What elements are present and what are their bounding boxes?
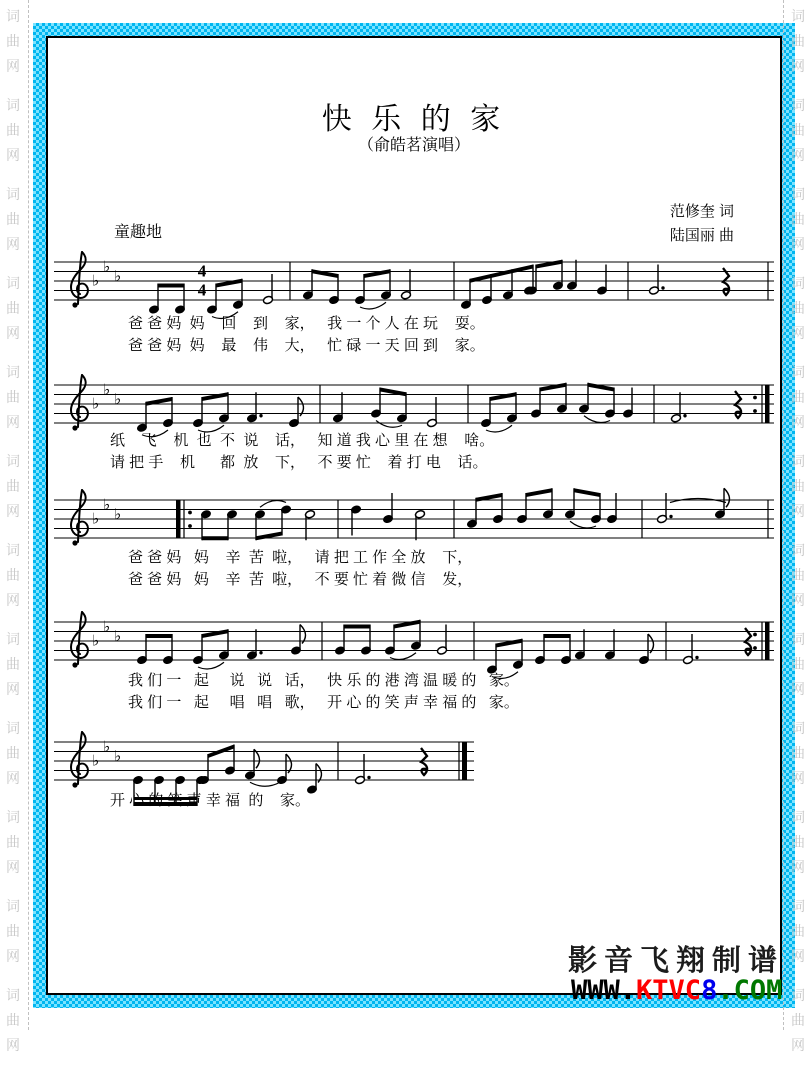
seal-script-logo: 影音飞翔制谱 [568, 943, 785, 977]
lyrics-line: 爸 爸 妈 妈 最 伟 大， 忙 碌 一 天 回 到 家。 [128, 337, 485, 354]
svg-text:♭: ♭ [92, 509, 100, 528]
url-com: .COM [717, 975, 783, 1006]
tempo-marking: 童趣地 [114, 224, 163, 241]
svg-text:♭: ♭ [114, 266, 122, 285]
lyrics-line: 纸 飞 机 也 不 说 话， 知 道 我 心 里 在 想 啥。 [110, 432, 495, 449]
svg-text:♭: ♭ [114, 626, 122, 645]
website-url-link[interactable] [571, 975, 782, 1006]
composer-credit: 陆国丽 曲 [669, 227, 734, 244]
url-ktvc: KTVC [636, 975, 702, 1006]
lyrics-line: 我 们 一 起 唱 唱 歌， 开 心 的 笑 声 幸 福 的 家。 [128, 694, 519, 711]
url-8: 8 [701, 975, 718, 1006]
url-www: WWW. [571, 975, 637, 1006]
lyrics-line: 爸 爸 妈 妈 辛 苦 啦， 不 要 忙 着 微 信 发， [128, 571, 473, 588]
svg-text:♭: ♭ [103, 380, 111, 399]
svg-text:4: 4 [197, 280, 207, 300]
performer-subtitle: （俞皓茗演唱） [357, 137, 470, 154]
watermark-left: 词 曲 网 词 曲 网 词 曲 网 词 曲 网 词 曲 网 词 曲 网 词 曲 网 词 曲 网 词 曲 网 词 曲 网 词 曲 网 词 曲 网 [6, 8, 20, 1053]
svg-text:♭: ♭ [103, 617, 111, 636]
svg-text:♭: ♭ [92, 631, 100, 650]
right-dashed-line [783, 0, 784, 1030]
lyrics-line: 我 们 一 起 说 说 话， 快 乐 的 港 湾 温 暖 的 家。 [128, 672, 519, 689]
watermark-right: 词 曲 网 词 曲 网 词 曲 网 词 曲 网 词 曲 网 词 曲 网 词 曲 网 词 曲 网 词 曲 网 词 曲 网 词 曲 网 词 曲 网 [791, 8, 805, 1053]
svg-text:♭: ♭ [103, 257, 111, 276]
lyrics-line: 爸 爸 妈 妈 回 到 家， 我 一 个 人 在 玩 耍。 [128, 315, 485, 332]
credits [670, 200, 734, 248]
lyricist-credit: 范修奎 词 [669, 203, 734, 220]
svg-text:♭: ♭ [92, 751, 100, 770]
svg-text:♭: ♭ [114, 746, 122, 765]
svg-text:♭: ♭ [114, 504, 122, 523]
svg-text:4: 4 [197, 261, 207, 281]
song-title: 快 乐 的 家 [321, 103, 507, 136]
svg-text:♭: ♭ [92, 394, 100, 413]
lyrics-line: 开 心 的 笑 声 幸 福 的 家。 [110, 792, 311, 809]
svg-text:♭: ♭ [103, 737, 111, 756]
svg-text:♭: ♭ [103, 495, 111, 514]
svg-text:♭: ♭ [114, 389, 122, 408]
svg-text:♭: ♭ [92, 271, 100, 290]
lyrics-line: 爸 爸 妈 妈 辛 苦 啦， 请 把 工 作 全 放 下， [128, 549, 473, 566]
left-dashed-line [28, 0, 29, 1030]
lyrics-line: 请 把 手 机 都 放 下， 不 要 忙 着 打 电 话。 [110, 454, 488, 471]
